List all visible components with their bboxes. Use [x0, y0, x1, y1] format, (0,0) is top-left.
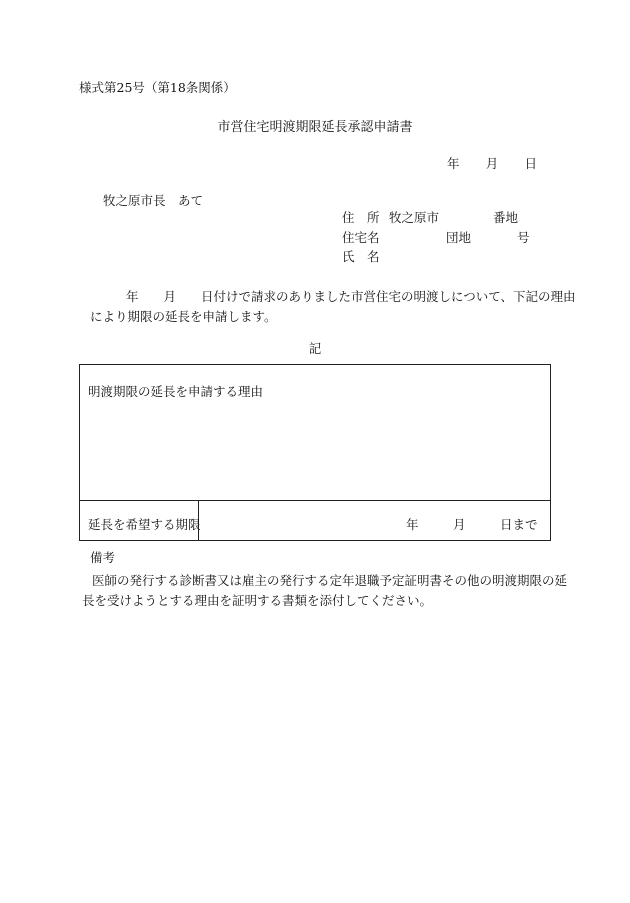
reason-label: 明渡期限の延長を申請する理由: [88, 384, 264, 399]
notes-line-1: 医師の発行する診断書又は雇主の発行する定年退職予定証明書その他の明渡期限の延: [92, 573, 568, 588]
applicant-housing-row: [342, 232, 532, 246]
period-day: 日まで: [500, 517, 538, 532]
body-line-2: により期限の延長を申請します。: [90, 309, 277, 324]
period-year: 年: [406, 517, 419, 532]
address-city: 牧之原市: [389, 210, 440, 225]
submission-date: [447, 158, 537, 171]
notes-body: [82, 571, 568, 611]
applicant-name-row: [342, 251, 532, 265]
request-body: [82, 287, 576, 327]
housing-label: 住宅名: [342, 230, 380, 245]
name-label: 氏 名: [342, 249, 380, 264]
date-month: 月: [485, 156, 499, 171]
period-label: 延長を希望する期限: [88, 517, 201, 532]
document-title: 市営住宅明渡期限延長承認申請書: [217, 120, 413, 135]
housing-danchi: 団地: [446, 230, 472, 245]
body-line-1: 年 月 日付けで請求のありました市営住宅の明渡しについて、下記の理由: [126, 289, 576, 304]
applicant-address-row: [342, 212, 532, 226]
notes-heading: 備考: [90, 550, 116, 565]
address-suffix: 番地: [493, 210, 519, 225]
table-row-divider: [80, 500, 550, 501]
address-label: 住 所: [342, 210, 380, 225]
date-year: 年: [447, 156, 460, 171]
ki-heading: 記: [308, 341, 322, 356]
addressee: 牧之原市長 あて: [103, 193, 204, 208]
notes-line-2: 長を受けようとする理由を証明する書類を添付してください。: [82, 593, 433, 608]
housing-number: 号: [517, 230, 530, 245]
form-number: 様式第25号（第18条関係）: [79, 80, 236, 95]
application-table: [79, 364, 551, 541]
period-month: 月: [453, 517, 466, 532]
date-day: 日: [524, 156, 537, 171]
